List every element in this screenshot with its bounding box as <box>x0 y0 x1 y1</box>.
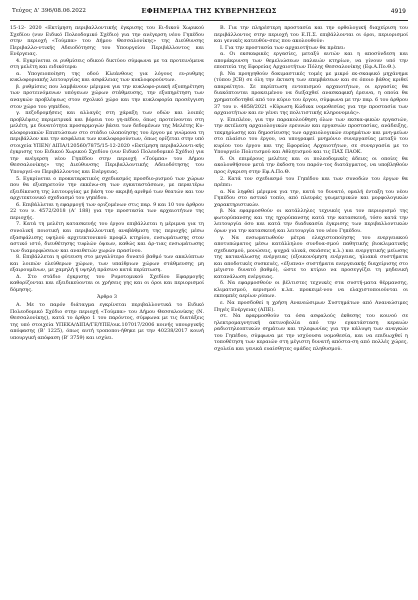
article-heading: Άρθρο 3 <box>97 294 117 301</box>
paragraph: Ι. Για την προστασία των αρχαιοτήτων θα πρέπει: <box>220 44 346 51</box>
gazette-title: ΕΦΗΜΕΡΙΔΑ ΤΗΣ ΚΥΒΕΡΝΗΣΕΩΣ <box>141 7 277 15</box>
paragraph: ε. Να προσδοθεί η χρήση Ανανεώσιμων Συστημάτων από Ανανεώσιμες Πηγές Ενέργειας (ΑΠΕ). <box>214 299 408 313</box>
paragraph: α. Υπογειοποίηση της οδού Κλεάνθους για λόγους ευ-ρυθμης κυκλοφοριακής λειτουργίας και ασφάλειας των κυκλοφορούντων. <box>10 70 204 84</box>
paragraph: Α. Με το παρόν διάταγμα εγκρίνεται περιβαλλοντικά το Ειδικό Πολεοδομικό Σχέδιο στην περιοχή «Τούμπα» του Δήμου Θεσσαλονίκης (Ν. Θεσσαλονίκης), κατά το άρθρο 1 του παρόντος, σύμφωνα με τις διατάξεις της υπό στοιχεία ΥΠΕΚΑ/ΔΙΠΑ/ΓΕ/ΥΠΕ/οικ.107017/2006 κοινής υπουργικής απόφασης (Β’ 1225), όπως αυτή τροποποι-ήθηκε με την 40238/2017 κοινή υπουργική απόφαση (Β’ 3759) και ισχύει. <box>10 301 204 341</box>
paragraph: γ. πεζοδρομήσεις και αλλαγές στη χάραξη των οδών και λοιπές προβλέψεις περιμετρικά και βόρεια του γη-πέδου, όπως προτείνονται στη μελέτη, με δυνατότητα προσαρμογών βάσει των δεδομένων της Μελέτης Κυ-κλοφοριακών Επιπτώσεων στο στάδιο υλοποίησης του έργου με γνώμονα τη περιβάλλον και την ασφάλεια των κυκλοφορούντων, όπως ορίζεται στην υπό στοιχεία ΥΠΕΝ/ ΔΙΠΑ/120560/7875/15-12-2020 «Εκτίμηση περιβαλλοντι-κής έγκρισης του Ειδικού Χωρικού Σχεδίου (νυν Ειδικό Πολεοδομικό Σχέδιο) για την ανέγερση νέου Γηπέδου στην περιοχή «Τούμπα» του Δήμου Θεσσαλονίκης» της Διεύθυνσης Περιβαλλοντικής Αδειοδότησης του Υπουργεί-ου Περιβάλλοντος και Ενέργειας. <box>10 110 204 176</box>
paragraph: δ. Οι επιμέρους μελέτες και οι πολεοδομικές άδειες οι οποίες θα ακολουθήσουν μετά την έκδοση του παρόν-τος διατάγματος, να υποβληθούν προς έγκριση στην Εφ.Α.Πο.Θ. <box>214 155 408 176</box>
paragraph: β. Να εφαρμοσθούν οι κατάλληλες τεχνικές για τον περιορισμό της φωτορύπανσης και της ηχορύπανσης κατά την κατασκευή, τόσο κατά την λειτουργία όσο και κατά την διαδικασία έγκρισης των περιβαλλοντικών όρων για την κατασκευή και λειτουργία του νέου Γηπέδου. <box>214 208 408 234</box>
paragraph: δ. Να εφαρμοσθούν οι βέλτιστες τεχνικές στα συστή-ματα θέρμανσης, κλιματισμού, αερισμού κ.λπ. προκειμέ-νου να ελαχιστοποιούνται οι εκπομπές αερίων ρύπων. <box>214 280 408 300</box>
paragraph: γ. Να ενσωματωθούν μέτρα ελαχιστοποίησης του ενεργειακού αποτυπώματος μέσω κατάλληλου συνδυα-σμού παθητικής βιοκλιματικής σχεδιασμού, μονώσεις, ψυχρά υλικά, σκιάσεις κ.λ.) και ενεργητικής μείωσης της κατανάλωσης ενέργειας (εξοικονόμηση ενέργειας, ηλιακά συστήματα και αποδοτικές συσκευές, «έξυπνα» συστήματα ενεργειακής διαχείρισης στο μέγιστο δυνατό βαθμό), ώστε το κτίριο να προσεγγίζει τη μηδενική κατανάλωση ενέργειας. <box>214 234 408 280</box>
paragraph: γ. Επιπλέον, για την παρακολούθηση όλων των εκσκα-φικών εργασιών, την εκτέλεση αρχαιολογικών ερευνών και εργασιών προστασίας, ανάδειξης, τεκμηρίωσης και δημοσίευσης των αρχαιολογικών ευρημάτων και μνη-μείων στο πλαίσιο του έργου, να υπογραφεί μνημόνιο συνεργασίας μεταξύ του κυρίου του έργου και της Εφορείας Αρχαιοτήτων, σε συνεργασία με το Υπουργείο Πολιτισμού και Αθλητισμού και τις ΠΑΣ ΠΑΟΚ. <box>214 116 408 156</box>
left-column <box>10 25 204 352</box>
page-header <box>10 6 408 21</box>
paragraph: Β. Για την πληρέστερη προστασία και την ορθολογική διαχείριση του περιβάλλοντος στην περιοχή του Ε.Π.Σ. επιβάλλονται οι όροι, περιορισμοί και γενικές κατευθύν-σεις που ακολουθούν: <box>214 25 408 45</box>
paragraph: 7. Κατά τη μελέτη κατασκευής του έργου επιβάλλεται η μέριμνα για τη συνολική ποιοτική και περιβαλλοντική αναβάθμιση της περιοχής μέσω εξασφάλισης υψηλού αρχιτεκτονικού προφίλ κτηρίου, ενσωμάτωσης στον αστικό ιστό, διευθέτησης τυφλών όψεων, καθώς και άρ-τιας ενσωμάτωσης των διαμορφώσεων και αναιθετών χωρών πρασίνου. <box>10 221 204 254</box>
paragraph: 15-12- 2020 «Εκτίμηση περιβαλλοντικής έγκρισης του Ει-δικού Χωρικού Σχεδίου (νυν Ειδικό Πολεοδομικό Σχέδιο) για την ανέγερση νέου Γηπέδου στην περιοχή «Τούμπα» του Δήμου Θεσσαλονίκης» της Διεύθυνσης Περιβαλλο-ντικής Αδειοδότησης του Υπουργείου Περιβάλλοντος και Ενέργειας. <box>10 25 204 58</box>
paragraph: 4. Εγκρίνεται οι ρυθμίσεις οδικού δικτύου σύμφωνα με τα προτεινόμενα στη μελέτη και ειδικότερα: <box>10 57 204 71</box>
paragraph: β. Να προηγηθούν δοκιμαστικές τομές με μικρό εκ-σκαφικό μηχάνημα (τύπου JCB) σε όλη την έκταση των επεμβάσεων και σε όποιο βάθος κριθεί απαραίτητο. Σε περίπτωση εντοπισμού αρχαιοτήτων, οι εργασίες θα διακόπτονται προκειμένου να διεξαχθεί ανασκαφική έρευνα, η οποία θα χρηματοδοτηθεί από τον κύριο του έργου, σύμφωνα με την παρ. 6 του άρθρου 37 του ν. 4858/2021 «Κύρωση Κώδικα νομοθεσίας για την προστασία των αρχαιοτήτων και εν γένει της πολιτιστικής κληρονομιάς». <box>214 70 408 117</box>
paragraph: 5. Εγκρίνεται ο προκαταρκτικός σχεδιασμός προσδιο-ρισμού των χώρων που θα εξυπηρετούν την εκκένω-ση των εγκαταστάσεων, με περαιτέρω εξειδίκευση της λειτουργίας με βάση τον ακριβή αριθμό των θεατών και τον αρχιτεκτονικό σχεδιασμό του γηπέδου. <box>10 175 204 202</box>
paragraph: 6. Επιβάλλεται η εφαρμογή των οριζομένων στις παρ. 9 και 10 του άρθρου 22 του ν. 4572/2018 (Α’ 188) για την προστασία των αρχαιοτήτων της περιοχής. <box>10 201 204 221</box>
paragraph: α. Να ληφθεί μέριμνα για την, κατά το δυνατό, ομαλή ένταξη του νέου Γηπέδου στο αστικό τοπίο, από πλευράς γεωμετρικών και μορφολογικών χαρακτηριστικών. <box>214 188 408 208</box>
paragraph: στ. Να εφαρμοσθούν τα όσα ασφαλούς έκθεσης του κοινού σε ηλεκτρομαγνητική ακτινοβολία από την εγκατάσταση κεραιών ραδιοτηλεοπτικών σημάτων και τηλεφωνίας για την κάλυψη των αναγκών του Γηπέδου, σύμφωνα με την ισχύουσα νομοθεσία, και να επιδιωχθεί η τοποθέτηση των κεραιών στη μέγιστη δυνατή απόστα-ση από πολλές χώρες, σχολεία και γενικά ευαίσθητες ομάδες πληθυσμού. <box>214 313 408 352</box>
paragraph: Δ. Στο στάδιο έγκρισης του Ρυμοτομικού Σχεδίου Εφαρμογής καθορίζονται και εξειδικεύονται οι χρήσεις γης και οι όροι και περιορισμοί δόμησης. <box>10 273 204 293</box>
right-column <box>214 25 408 352</box>
paragraph: 8. Επιβάλλεται η φύτευση στο μεγαλύτερο δυνατό βαθμό των ακαλύπτων και λοιπών ελεύθερων χώρων, των υπαίθριων χώρων στάθμευσης μη εξαιρουμένων, με χαμηλή ή υψηλή πράσινο κατά περίπτωση. <box>10 254 204 274</box>
paragraph: α. Οι εκσκαφικές εργασίες, μεταξύ αυτών και η αποσύνδεση και απομάκρυνση των θεμελιώσεων παλαιών κτηρίων, να γίνουν υπό την εποπτεία της Εφορείας Αρχαιοτήτων Πόλης Θεσσαλονίκης (Εφ.Α.Πο.Θ.). <box>214 51 408 71</box>
page-number: 4919 <box>390 8 406 15</box>
issue-reference: Τεύχος Δ’ 396/08.06.2022 <box>12 8 86 14</box>
text-columns <box>10 25 408 352</box>
paragraph: 2. Κατά τον σχεδιασμό του Γηπέδου και των συνοδών του έργων θα πρέπει: <box>214 175 408 189</box>
paragraph: β. ρυθμίσεις που λαμβάνουν μέριμνα για την κυκλοφο-ριακή εξυπηρέτηση των προτεινόμενων υπόγειων χώρων στάθμευσης, την εξυπηρέτηση των αναγκών προβλέψεως στον σχολικό χώρο και την κυκλοφορία προσέγγιση στον χώρο του γηπέδου, <box>10 83 204 110</box>
